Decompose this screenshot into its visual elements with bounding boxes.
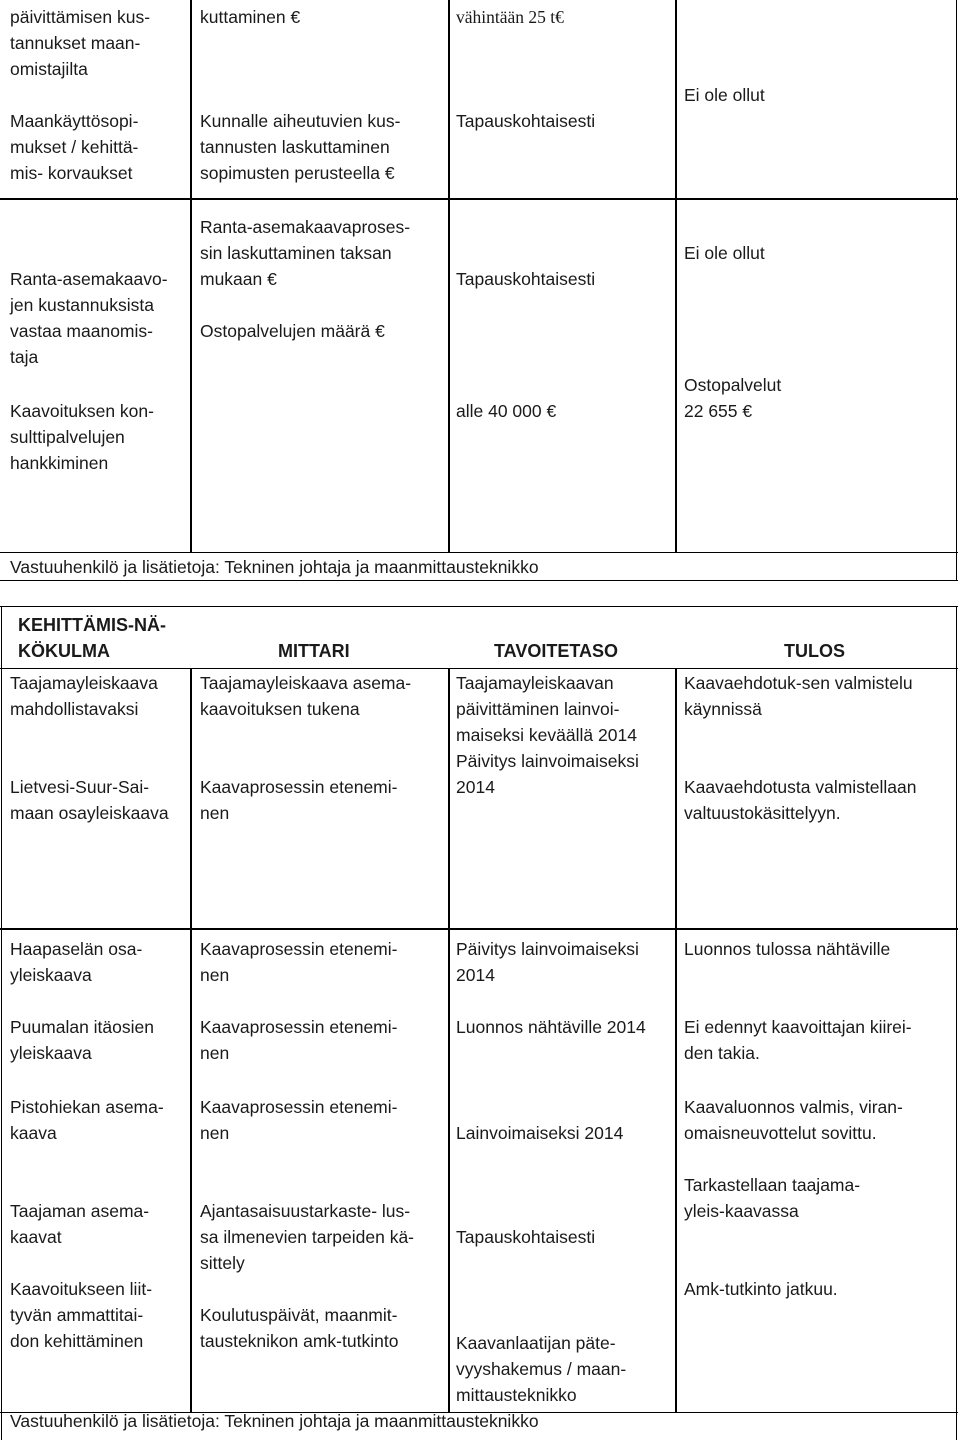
b1-r2-aspect: Maankäyttösopi- mukset / kehittä- mis- korvaukset (10, 111, 139, 183)
b2-r6-target: Tapauskohtaisesti (456, 1227, 596, 1247)
b2-r1-result: Kaavaehdotuk-sen valmistelu käynnissä (684, 673, 913, 719)
b2-r4-aspect: Puumalan itäosien yleiskaava (10, 1017, 154, 1063)
b1-r1-target: vähintään 25 t€ (456, 7, 564, 27)
b1-r4-result: Ostopalvelut 22 655 € (684, 375, 782, 421)
b2-header-target: TAVOITETASO (494, 641, 618, 661)
b2-r2-aspect: Lietvesi-Suur-Sai- maan osayleiskaava (10, 777, 169, 823)
b2-r4-measure: Kaavaprosessin etenemi- nen (200, 1017, 398, 1063)
b2-r7-target: Kaavanlaatijan päte- vyyshakemus / maan- mittausteknikko (456, 1333, 627, 1405)
b2-r6-aspect: Taajaman asema- kaavat (10, 1201, 150, 1247)
b1-r4-measure: Ostopalvelujen määrä € (200, 321, 385, 341)
b2-r7-aspect: Kaavoitukseen liit- tyvän ammattitai- don kehittäminen (10, 1279, 153, 1351)
b2-r2-result: Kaavaehdotusta valmistellaan valtuustokäsittelyyn. (684, 777, 917, 823)
b2-r6-measure: Ajantasaisuustarkaste- lus- sa ilmenevien tarpeiden kä- sittely (200, 1201, 415, 1273)
block1-footer-bottom-border (0, 580, 958, 581)
b2-r7-result: Amk-tutkinto jatkuu. (684, 1279, 838, 1299)
b1-r3-aspect: Ranta-asemakaavo- jen kustannuksista vastaa maanomis- taja (10, 269, 168, 367)
b2-r3-measure: Kaavaprosessin etenemi- nen (200, 939, 398, 985)
b2-r7-measure: Koulutuspäivät, maanmit- tausteknikon amk-tutkinto (200, 1305, 399, 1351)
b2-r1-aspect: Taajamayleiskaava mahdollistavaksi (10, 673, 158, 719)
b1-footer: Vastuuhenkilö ja lisätietoja: Tekninen johtaja ja maanmittausteknikko (10, 557, 539, 577)
b2-r5-result: Kaavaluonnos valmis, viran- omaisneuvottelut sovittu. (684, 1097, 903, 1143)
block2-right-border (956, 606, 957, 1440)
b2-r5-measure: Kaavaprosessin etenemi- nen (200, 1097, 398, 1143)
b2-header-measure: MITTARI (278, 641, 350, 661)
b2-r1-target: Taajamayleiskaavan päivittäminen lainvoi- maiseksi keväällä 2014 (456, 673, 637, 745)
b2-r2-target: Päivitys lainvoimaiseksi 2014 (456, 751, 639, 797)
block1-col-divider-1 (190, 0, 192, 552)
b1-r2-result: Ei ole ollut (684, 85, 765, 105)
block2-top-border (0, 606, 958, 607)
block2-col-divider-3 (675, 668, 677, 1412)
b2-r5-target: Lainvoimaiseksi 2014 (456, 1123, 624, 1143)
b2-r3-result: Luonnos tulossa nähtäville (684, 939, 891, 959)
b2-header-aspect: KEHITTÄMIS-NÄ- KÖKULMA (18, 615, 166, 661)
b2-r1-measure: Taajamayleiskaava asema- kaavoituksen tukena (200, 673, 412, 719)
block1-right-border (956, 0, 957, 580)
block2-left-border (1, 606, 2, 1440)
b2-footer: Vastuuhenkilö ja lisätietoja: Tekninen johtaja ja maanmittausteknikko (10, 1411, 539, 1431)
block2-col-divider-2 (448, 668, 450, 1412)
b2-r4-target: Luonnos nähtäville 2014 (456, 1017, 646, 1037)
b1-r3-result: Ei ole ollut (684, 243, 765, 263)
b1-r4-aspect: Kaavoituksen kon- sulttipalvelujen hankkiminen (10, 401, 154, 473)
block2-col-divider-1 (190, 668, 192, 1412)
b2-r4-result: Ei edennyt kaavoittajan kiirei- den takia. (684, 1017, 912, 1063)
b1-r2-target: Tapauskohtaisesti (456, 111, 596, 131)
b2-r6-result: Tarkastellaan taajama- yleis-kaavassa (684, 1175, 861, 1221)
block2-row-divider-1 (0, 928, 958, 930)
b2-header-result: TULOS (784, 641, 845, 661)
b1-r1-measure: kuttaminen € (200, 7, 301, 27)
b2-r5-aspect: Pistohiekan asema- kaava (10, 1097, 164, 1143)
b2-r3-aspect: Haapaselän osa- yleiskaava (10, 939, 143, 985)
block1-col-divider-3 (675, 0, 677, 552)
b1-r1-aspect: päivittämisen kus- tannukset maan- omistajilta (10, 7, 151, 79)
b2-r2-measure: Kaavaprosessin etenemi- nen (200, 777, 398, 823)
block2-header-bottom-border (0, 668, 958, 669)
block1-col-divider-2 (448, 0, 450, 552)
b1-r2-measure: Kunnalle aiheutuvien kus- tannusten laskuttaminen sopimusten perusteella € (200, 111, 401, 183)
block1-footer-top-border (0, 552, 958, 553)
b1-r4-target: alle 40 000 € (456, 401, 557, 421)
b2-r3-target: Päivitys lainvoimaiseksi 2014 (456, 939, 639, 985)
b1-r3-measure: Ranta-asemakaavaproses- sin laskuttaminen taksan mukaan € (200, 217, 411, 289)
block1-row-divider (0, 198, 958, 200)
b1-r3-target: Tapauskohtaisesti (456, 269, 596, 289)
